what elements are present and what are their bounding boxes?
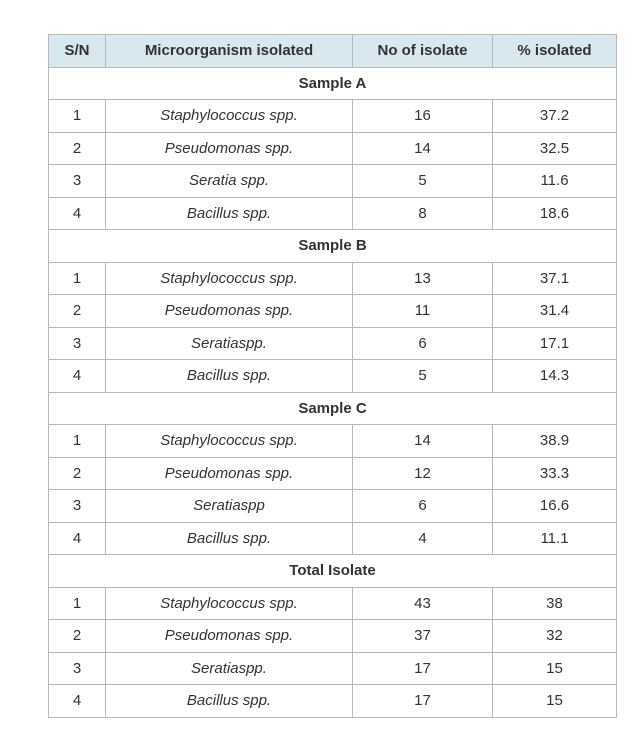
cell-count: 13 — [353, 262, 493, 295]
table-row — [49, 425, 617, 458]
cell-organism: Pseudomonas spp. — [106, 620, 353, 653]
cell-sn: 3 — [49, 165, 106, 198]
cell-organism: Staphylococcus spp. — [106, 425, 353, 458]
cell-percent: 38.9 — [493, 425, 617, 458]
table-row — [49, 587, 617, 620]
cell-organism: Staphylococcus spp. — [106, 262, 353, 295]
cell-percent: 38 — [493, 587, 617, 620]
cell-sn: 4 — [49, 360, 106, 393]
cell-count: 5 — [353, 360, 493, 393]
cell-count: 17 — [353, 685, 493, 718]
section-title: Total Isolate — [49, 555, 617, 588]
cell-percent: 11.1 — [493, 522, 617, 555]
table-row — [49, 620, 617, 653]
cell-organism: Bacillus spp. — [106, 685, 353, 718]
cell-sn: 2 — [49, 457, 106, 490]
table-row — [49, 652, 617, 685]
cell-percent: 14.3 — [493, 360, 617, 393]
section-title: Sample B — [49, 230, 617, 263]
cell-sn: 3 — [49, 652, 106, 685]
cell-sn: 1 — [49, 425, 106, 458]
cell-organism: Bacillus spp. — [106, 197, 353, 230]
cell-organism: Pseudomonas spp. — [106, 295, 353, 328]
cell-sn: 4 — [49, 197, 106, 230]
table-row — [49, 132, 617, 165]
cell-sn: 1 — [49, 262, 106, 295]
cell-organism: Seratiaspp — [106, 490, 353, 523]
cell-sn: 2 — [49, 132, 106, 165]
cell-count: 6 — [353, 327, 493, 360]
cell-percent: 17.1 — [493, 327, 617, 360]
cell-sn: 3 — [49, 327, 106, 360]
cell-percent: 16.6 — [493, 490, 617, 523]
header-organism: Microorganism isolated — [106, 35, 353, 68]
cell-organism: Staphylococcus spp. — [106, 100, 353, 133]
table-row — [49, 685, 617, 718]
cell-count: 14 — [353, 132, 493, 165]
cell-sn: 2 — [49, 620, 106, 653]
cell-sn: 1 — [49, 587, 106, 620]
table-row — [49, 360, 617, 393]
table-row — [49, 165, 617, 198]
cell-count: 37 — [353, 620, 493, 653]
table-row — [49, 522, 617, 555]
cell-percent: 31.4 — [493, 295, 617, 328]
cell-organism: Pseudomonas spp. — [106, 457, 353, 490]
cell-sn: 4 — [49, 685, 106, 718]
section-row-sample-c — [49, 392, 617, 425]
cell-percent: 37.2 — [493, 100, 617, 133]
cell-count: 43 — [353, 587, 493, 620]
cell-percent: 32 — [493, 620, 617, 653]
header-percent: % isolated — [493, 35, 617, 68]
cell-count: 12 — [353, 457, 493, 490]
section-row-total-isolate — [49, 555, 617, 588]
cell-percent: 32.5 — [493, 132, 617, 165]
cell-organism: Bacillus spp. — [106, 522, 353, 555]
header-row — [49, 35, 617, 68]
cell-count: 14 — [353, 425, 493, 458]
cell-count: 11 — [353, 295, 493, 328]
cell-percent: 15 — [493, 685, 617, 718]
cell-organism: Seratiaspp. — [106, 327, 353, 360]
table-header — [49, 35, 617, 68]
cell-count: 5 — [353, 165, 493, 198]
isolates-table — [48, 34, 617, 718]
section-title: Sample A — [49, 67, 617, 100]
header-count: No of isolate — [353, 35, 493, 68]
cell-count: 8 — [353, 197, 493, 230]
cell-sn: 4 — [49, 522, 106, 555]
cell-sn: 2 — [49, 295, 106, 328]
cell-sn: 3 — [49, 490, 106, 523]
cell-organism: Bacillus spp. — [106, 360, 353, 393]
table-row — [49, 295, 617, 328]
cell-count: 4 — [353, 522, 493, 555]
table-row — [49, 262, 617, 295]
cell-organism: Seratiaspp. — [106, 652, 353, 685]
cell-percent: 33.3 — [493, 457, 617, 490]
table-row — [49, 490, 617, 523]
cell-percent: 11.6 — [493, 165, 617, 198]
cell-count: 16 — [353, 100, 493, 133]
cell-percent: 15 — [493, 652, 617, 685]
table-body — [49, 67, 617, 717]
section-row-sample-b — [49, 230, 617, 263]
table-row — [49, 457, 617, 490]
cell-organism: Staphylococcus spp. — [106, 587, 353, 620]
table-row — [49, 100, 617, 133]
cell-count: 17 — [353, 652, 493, 685]
section-title: Sample C — [49, 392, 617, 425]
header-sn: S/N — [49, 35, 106, 68]
cell-organism: Pseudomonas spp. — [106, 132, 353, 165]
cell-percent: 37.1 — [493, 262, 617, 295]
section-row-sample-a — [49, 67, 617, 100]
table-row — [49, 197, 617, 230]
cell-organism: Seratia spp. — [106, 165, 353, 198]
cell-count: 6 — [353, 490, 493, 523]
cell-percent: 18.6 — [493, 197, 617, 230]
table-row — [49, 327, 617, 360]
cell-sn: 1 — [49, 100, 106, 133]
